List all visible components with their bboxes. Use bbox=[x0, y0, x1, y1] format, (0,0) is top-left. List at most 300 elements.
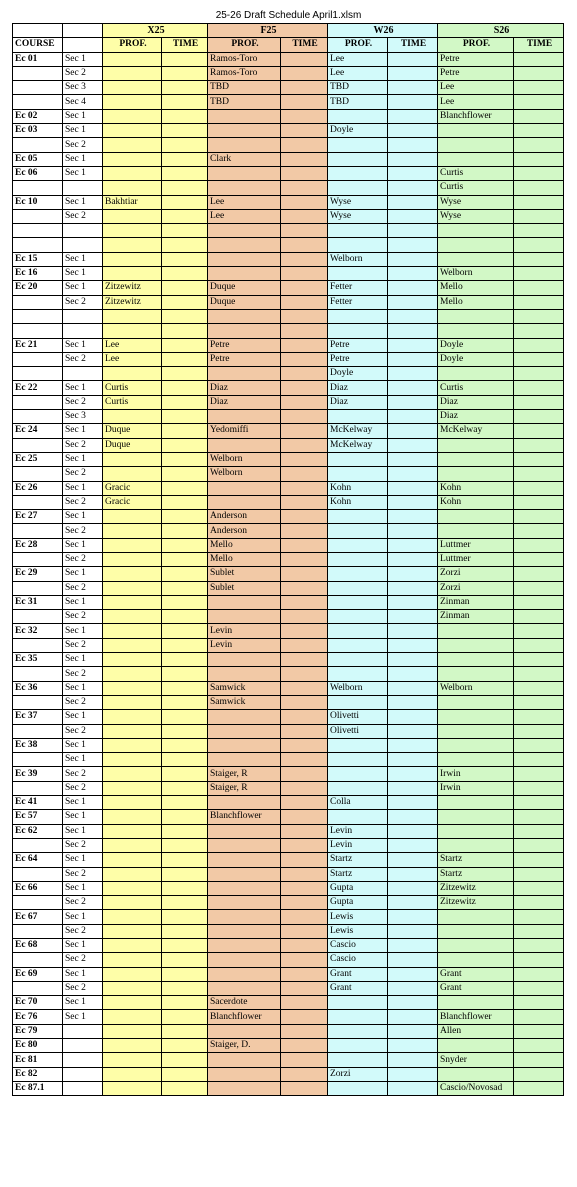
f25-prof-header: PROF. bbox=[208, 38, 281, 52]
x25-time-cell bbox=[162, 538, 208, 552]
f25-time-cell bbox=[281, 638, 328, 652]
x25-prof-cell bbox=[103, 896, 162, 910]
s26-prof-cell: Blanchflower bbox=[438, 109, 514, 123]
w26-time-cell bbox=[388, 381, 438, 395]
section-cell: Sec 1 bbox=[63, 624, 103, 638]
table-row bbox=[13, 567, 564, 581]
table-row bbox=[13, 481, 564, 495]
w26-prof-cell bbox=[328, 653, 388, 667]
x25-time-cell bbox=[162, 738, 208, 752]
s26-prof-cell bbox=[438, 438, 514, 452]
f25-time-cell bbox=[281, 452, 328, 466]
table-row bbox=[13, 653, 564, 667]
w26-prof-cell bbox=[328, 1010, 388, 1024]
w26-time-cell bbox=[388, 939, 438, 953]
s26-prof-cell: Zorzi bbox=[438, 567, 514, 581]
s26-time-cell bbox=[514, 824, 564, 838]
w26-prof-cell bbox=[328, 610, 388, 624]
f25-prof-cell bbox=[208, 667, 281, 681]
x25-prof-cell bbox=[103, 467, 162, 481]
s26-time-cell bbox=[514, 52, 564, 66]
course-cell: Ec 05 bbox=[13, 152, 63, 166]
w26-prof-cell: Wyse bbox=[328, 195, 388, 209]
w26-time-cell bbox=[388, 352, 438, 366]
w26-prof-cell bbox=[328, 638, 388, 652]
w26-time-cell bbox=[388, 710, 438, 724]
f25-prof-cell bbox=[208, 824, 281, 838]
course-cell: Ec 31 bbox=[13, 595, 63, 609]
w26-prof-cell bbox=[328, 309, 388, 323]
s26-prof-cell: Lee bbox=[438, 81, 514, 95]
course-cell: Ec 67 bbox=[13, 910, 63, 924]
w26-prof-cell bbox=[328, 581, 388, 595]
s26-time-cell bbox=[514, 810, 564, 824]
f25-prof-cell: Blanchflower bbox=[208, 1010, 281, 1024]
s26-prof-cell: Welborn bbox=[438, 681, 514, 695]
x25-prof-cell bbox=[103, 267, 162, 281]
section-cell: Sec 1 bbox=[63, 152, 103, 166]
w26-time-cell bbox=[388, 495, 438, 509]
x25-time-cell bbox=[162, 581, 208, 595]
w26-prof-cell bbox=[328, 996, 388, 1010]
x25-prof-cell bbox=[103, 610, 162, 624]
w26-prof-cell: Cascio bbox=[328, 953, 388, 967]
course-cell: Ec 70 bbox=[13, 996, 63, 1010]
f25-time-cell bbox=[281, 295, 328, 309]
s26-time-cell bbox=[514, 953, 564, 967]
table-row bbox=[13, 667, 564, 681]
schedule-body bbox=[13, 52, 564, 1096]
w26-time-cell bbox=[388, 881, 438, 895]
s26-prof-cell: Irwin bbox=[438, 781, 514, 795]
section-cell bbox=[63, 1067, 103, 1081]
f25-prof-cell bbox=[208, 981, 281, 995]
w26-prof-cell bbox=[328, 595, 388, 609]
table-row bbox=[13, 724, 564, 738]
w26-prof-cell bbox=[328, 695, 388, 709]
f25-time-cell bbox=[281, 381, 328, 395]
f25-time-cell bbox=[281, 710, 328, 724]
section-cell: Sec 2 bbox=[63, 438, 103, 452]
f25-time-cell bbox=[281, 681, 328, 695]
x25-time-cell bbox=[162, 924, 208, 938]
w26-time-cell bbox=[388, 738, 438, 752]
s26-time-cell bbox=[514, 181, 564, 195]
w26-prof-cell: Diaz bbox=[328, 381, 388, 395]
x25-prof-cell bbox=[103, 81, 162, 95]
x25-time-cell bbox=[162, 181, 208, 195]
table-row bbox=[13, 224, 564, 238]
section-cell: Sec 1 bbox=[63, 910, 103, 924]
f25-prof-cell bbox=[208, 166, 281, 180]
section-cell: Sec 1 bbox=[63, 267, 103, 281]
s26-prof-cell bbox=[438, 924, 514, 938]
x25-prof-cell bbox=[103, 738, 162, 752]
x25-prof-cell bbox=[103, 109, 162, 123]
s26-prof-cell bbox=[438, 667, 514, 681]
s26-prof-cell bbox=[438, 824, 514, 838]
s26-prof-cell bbox=[438, 738, 514, 752]
section-cell: Sec 1 bbox=[63, 996, 103, 1010]
course-cell bbox=[13, 753, 63, 767]
section-cell: Sec 1 bbox=[63, 52, 103, 66]
x25-time-cell bbox=[162, 209, 208, 223]
course-cell bbox=[13, 495, 63, 509]
s26-prof-cell: Kohn bbox=[438, 481, 514, 495]
section-cell: Sec 1 bbox=[63, 252, 103, 266]
w26-time-cell bbox=[388, 695, 438, 709]
s26-prof-cell bbox=[438, 252, 514, 266]
section-cell: Sec 1 bbox=[63, 796, 103, 810]
s26-time-cell bbox=[514, 66, 564, 80]
f25-time-cell bbox=[281, 338, 328, 352]
x25-prof-cell bbox=[103, 824, 162, 838]
f25-prof-cell bbox=[208, 753, 281, 767]
table-row bbox=[13, 1053, 564, 1067]
x25-time-cell bbox=[162, 1024, 208, 1038]
w26-time-cell bbox=[388, 967, 438, 981]
table-row bbox=[13, 967, 564, 981]
x25-time-header: TIME bbox=[162, 38, 208, 52]
w26-time-cell bbox=[388, 209, 438, 223]
section-cell: Sec 2 bbox=[63, 981, 103, 995]
x25-time-cell bbox=[162, 939, 208, 953]
x25-prof-cell bbox=[103, 166, 162, 180]
w26-time-cell bbox=[388, 95, 438, 109]
w26-time-cell bbox=[388, 224, 438, 238]
f25-time-cell bbox=[281, 1024, 328, 1038]
table-row bbox=[13, 252, 564, 266]
s26-time-cell bbox=[514, 724, 564, 738]
section-cell: Sec 1 bbox=[63, 452, 103, 466]
w26-prof-cell: Gupta bbox=[328, 896, 388, 910]
x25-prof-cell bbox=[103, 924, 162, 938]
x25-prof-cell bbox=[103, 653, 162, 667]
w26-time-cell bbox=[388, 338, 438, 352]
x25-time-cell bbox=[162, 524, 208, 538]
w26-time-cell bbox=[388, 166, 438, 180]
table-row bbox=[13, 138, 564, 152]
s26-prof-cell: Petre bbox=[438, 52, 514, 66]
x25-prof-cell bbox=[103, 224, 162, 238]
w26-prof-cell: TBD bbox=[328, 81, 388, 95]
w26-prof-cell: Lewis bbox=[328, 924, 388, 938]
s26-time-cell bbox=[514, 395, 564, 409]
section-cell: Sec 1 bbox=[63, 1010, 103, 1024]
s26-time-cell bbox=[514, 138, 564, 152]
x25-time-cell bbox=[162, 510, 208, 524]
s26-prof-cell: Zinman bbox=[438, 610, 514, 624]
f25-prof-cell: Lee bbox=[208, 195, 281, 209]
s26-time-cell bbox=[514, 524, 564, 538]
x25-prof-cell bbox=[103, 581, 162, 595]
f25-prof-cell bbox=[208, 309, 281, 323]
s26-prof-cell: McKelway bbox=[438, 424, 514, 438]
x25-time-cell bbox=[162, 953, 208, 967]
s26-prof-cell bbox=[438, 710, 514, 724]
s26-time-cell bbox=[514, 567, 564, 581]
f25-prof-cell bbox=[208, 724, 281, 738]
x25-prof-cell: Duque bbox=[103, 424, 162, 438]
course-cell: Ec 57 bbox=[13, 810, 63, 824]
w26-time-cell bbox=[388, 281, 438, 295]
x25-prof-cell: Lee bbox=[103, 352, 162, 366]
f25-time-cell bbox=[281, 910, 328, 924]
x25-prof-cell bbox=[103, 66, 162, 80]
x25-prof-cell bbox=[103, 1024, 162, 1038]
x25-time-cell bbox=[162, 781, 208, 795]
s26-prof-cell: Irwin bbox=[438, 767, 514, 781]
x25-time-cell bbox=[162, 467, 208, 481]
f25-time-cell bbox=[281, 66, 328, 80]
w26-prof-cell bbox=[328, 324, 388, 338]
f25-prof-cell: Petre bbox=[208, 352, 281, 366]
w26-time-cell bbox=[388, 438, 438, 452]
w26-prof-cell: Lee bbox=[328, 66, 388, 80]
section-cell: Sec 1 bbox=[63, 109, 103, 123]
w26-prof-cell: Diaz bbox=[328, 395, 388, 409]
section-cell: Sec 1 bbox=[63, 681, 103, 695]
x25-time-cell bbox=[162, 124, 208, 138]
s26-time-cell bbox=[514, 1010, 564, 1024]
x25-prof-cell bbox=[103, 724, 162, 738]
course-cell bbox=[13, 896, 63, 910]
f25-time-cell bbox=[281, 552, 328, 566]
table-row bbox=[13, 853, 564, 867]
x25-prof-cell bbox=[103, 624, 162, 638]
table-row bbox=[13, 1081, 564, 1095]
s26-time-cell bbox=[514, 910, 564, 924]
course-cell: Ec 27 bbox=[13, 510, 63, 524]
table-row bbox=[13, 552, 564, 566]
f25-time-cell bbox=[281, 510, 328, 524]
x25-time-cell bbox=[162, 281, 208, 295]
table-row bbox=[13, 810, 564, 824]
course-cell bbox=[13, 524, 63, 538]
schedule-table bbox=[12, 23, 564, 1096]
x25-time-cell bbox=[162, 338, 208, 352]
s26-prof-cell bbox=[438, 367, 514, 381]
course-cell bbox=[13, 295, 63, 309]
section-cell: Sec 2 bbox=[63, 867, 103, 881]
x25-time-cell bbox=[162, 309, 208, 323]
x25-prof-cell bbox=[103, 124, 162, 138]
x25-prof-cell bbox=[103, 538, 162, 552]
s26-prof-cell bbox=[438, 653, 514, 667]
table-row bbox=[13, 838, 564, 852]
course-cell bbox=[13, 695, 63, 709]
course-cell bbox=[13, 953, 63, 967]
section-cell: Sec 2 bbox=[63, 352, 103, 366]
course-cell bbox=[13, 438, 63, 452]
f25-time-cell bbox=[281, 981, 328, 995]
s26-prof-cell bbox=[438, 939, 514, 953]
course-cell bbox=[13, 224, 63, 238]
section-cell: Sec 1 bbox=[63, 538, 103, 552]
f25-time-cell bbox=[281, 838, 328, 852]
table-row bbox=[13, 524, 564, 538]
table-row bbox=[13, 324, 564, 338]
s26-time-cell bbox=[514, 367, 564, 381]
f25-prof-cell bbox=[208, 710, 281, 724]
section-cell bbox=[63, 1081, 103, 1095]
course-cell: Ec 76 bbox=[13, 1010, 63, 1024]
course-cell: Ec 20 bbox=[13, 281, 63, 295]
w26-time-cell bbox=[388, 981, 438, 995]
f25-prof-cell bbox=[208, 238, 281, 252]
course-cell bbox=[13, 638, 63, 652]
w26-time-cell bbox=[388, 810, 438, 824]
s26-prof-cell: Kohn bbox=[438, 495, 514, 509]
f25-time-cell bbox=[281, 152, 328, 166]
w26-time-cell bbox=[388, 567, 438, 581]
table-row bbox=[13, 896, 564, 910]
x25-time-cell bbox=[162, 238, 208, 252]
f25-time-cell bbox=[281, 109, 328, 123]
w26-prof-cell bbox=[328, 624, 388, 638]
w26-time-cell bbox=[388, 1010, 438, 1024]
section-cell: Sec 2 bbox=[63, 467, 103, 481]
s26-time-cell bbox=[514, 295, 564, 309]
w26-time-cell bbox=[388, 152, 438, 166]
s26-time-cell bbox=[514, 438, 564, 452]
w26-time-cell bbox=[388, 181, 438, 195]
s26-prof-cell bbox=[438, 838, 514, 852]
course-cell: Ec 28 bbox=[13, 538, 63, 552]
x25-prof-cell bbox=[103, 1067, 162, 1081]
x25-time-cell bbox=[162, 595, 208, 609]
f25-time-cell bbox=[281, 1039, 328, 1053]
w26-prof-cell bbox=[328, 738, 388, 752]
w26-prof-cell: Petre bbox=[328, 338, 388, 352]
f25-prof-cell bbox=[208, 653, 281, 667]
x25-time-cell bbox=[162, 1010, 208, 1024]
section-cell: Sec 2 bbox=[63, 495, 103, 509]
table-row bbox=[13, 1067, 564, 1081]
w26-time-cell bbox=[388, 510, 438, 524]
s26-prof-cell bbox=[438, 953, 514, 967]
course-cell bbox=[13, 138, 63, 152]
section-cell: Sec 2 bbox=[63, 581, 103, 595]
course-cell bbox=[13, 838, 63, 852]
f25-prof-cell: Mello bbox=[208, 552, 281, 566]
s26-prof-cell bbox=[438, 695, 514, 709]
w26-prof-cell: Grant bbox=[328, 967, 388, 981]
f25-time-cell bbox=[281, 1010, 328, 1024]
table-row bbox=[13, 381, 564, 395]
table-row bbox=[13, 624, 564, 638]
w26-prof-cell bbox=[328, 467, 388, 481]
x25-time-cell bbox=[162, 352, 208, 366]
f25-prof-cell: Levin bbox=[208, 624, 281, 638]
s26-time-cell bbox=[514, 1081, 564, 1095]
table-row bbox=[13, 681, 564, 695]
f25-time-cell bbox=[281, 481, 328, 495]
x25-time-cell bbox=[162, 753, 208, 767]
x25-prof-cell bbox=[103, 552, 162, 566]
s26-prof-cell: Petre bbox=[438, 66, 514, 80]
f25-prof-cell bbox=[208, 910, 281, 924]
x25-time-cell bbox=[162, 910, 208, 924]
course-cell bbox=[13, 324, 63, 338]
table-row bbox=[13, 996, 564, 1010]
s26-prof-cell: Zitzewitz bbox=[438, 896, 514, 910]
course-cell bbox=[13, 352, 63, 366]
f25-prof-cell: Levin bbox=[208, 638, 281, 652]
section-cell: Sec 1 bbox=[63, 824, 103, 838]
s26-time-cell bbox=[514, 124, 564, 138]
w26-prof-cell bbox=[328, 1039, 388, 1053]
x25-time-cell bbox=[162, 195, 208, 209]
section-cell: Sec 1 bbox=[63, 853, 103, 867]
s26-time-cell bbox=[514, 939, 564, 953]
s26-time-cell bbox=[514, 796, 564, 810]
table-row bbox=[13, 338, 564, 352]
s26-time-cell bbox=[514, 924, 564, 938]
course-cell: Ec 64 bbox=[13, 853, 63, 867]
s26-time-cell bbox=[514, 267, 564, 281]
w26-time-cell bbox=[388, 395, 438, 409]
f25-prof-cell: Ramos-Toro bbox=[208, 52, 281, 66]
section-cell bbox=[63, 367, 103, 381]
x25-prof-cell bbox=[103, 781, 162, 795]
w26-time-cell bbox=[388, 124, 438, 138]
x25-time-cell bbox=[162, 1039, 208, 1053]
x25-prof-cell bbox=[103, 95, 162, 109]
x25-prof-cell bbox=[103, 452, 162, 466]
w26-prof-header: PROF. bbox=[328, 38, 388, 52]
w26-prof-cell bbox=[328, 166, 388, 180]
x25-prof-cell: Gracic bbox=[103, 481, 162, 495]
s26-prof-cell: Grant bbox=[438, 967, 514, 981]
w26-time-cell bbox=[388, 295, 438, 309]
x25-time-cell bbox=[162, 638, 208, 652]
w26-prof-cell: Olivetti bbox=[328, 724, 388, 738]
x25-prof-cell bbox=[103, 710, 162, 724]
s26-prof-cell bbox=[438, 467, 514, 481]
course-cell bbox=[13, 395, 63, 409]
x25-prof-cell bbox=[103, 667, 162, 681]
w26-prof-cell: Startz bbox=[328, 853, 388, 867]
f25-prof-cell: Anderson bbox=[208, 510, 281, 524]
x25-time-cell bbox=[162, 438, 208, 452]
table-row bbox=[13, 452, 564, 466]
f25-prof-cell: Anderson bbox=[208, 524, 281, 538]
section-cell: Sec 2 bbox=[63, 66, 103, 80]
f25-prof-cell bbox=[208, 224, 281, 238]
f25-prof-cell bbox=[208, 410, 281, 424]
w26-time-cell bbox=[388, 681, 438, 695]
f25-time-cell bbox=[281, 367, 328, 381]
s26-prof-cell bbox=[438, 452, 514, 466]
f25-prof-cell bbox=[208, 896, 281, 910]
w26-time-cell bbox=[388, 667, 438, 681]
section-cell: Sec 2 bbox=[63, 667, 103, 681]
x25-prof-cell bbox=[103, 52, 162, 66]
w26-time-cell bbox=[388, 109, 438, 123]
course-cell bbox=[13, 238, 63, 252]
page-title: 25-26 Draft Schedule April1.xlsm bbox=[215, 10, 362, 21]
section-cell: Sec 1 bbox=[63, 753, 103, 767]
table-row bbox=[13, 467, 564, 481]
table-row bbox=[13, 438, 564, 452]
x25-time-cell bbox=[162, 695, 208, 709]
w26-prof-cell: Lewis bbox=[328, 910, 388, 924]
w26-prof-cell bbox=[328, 410, 388, 424]
x25-time-cell bbox=[162, 1053, 208, 1067]
f25-prof-cell bbox=[208, 881, 281, 895]
f25-time-cell bbox=[281, 524, 328, 538]
